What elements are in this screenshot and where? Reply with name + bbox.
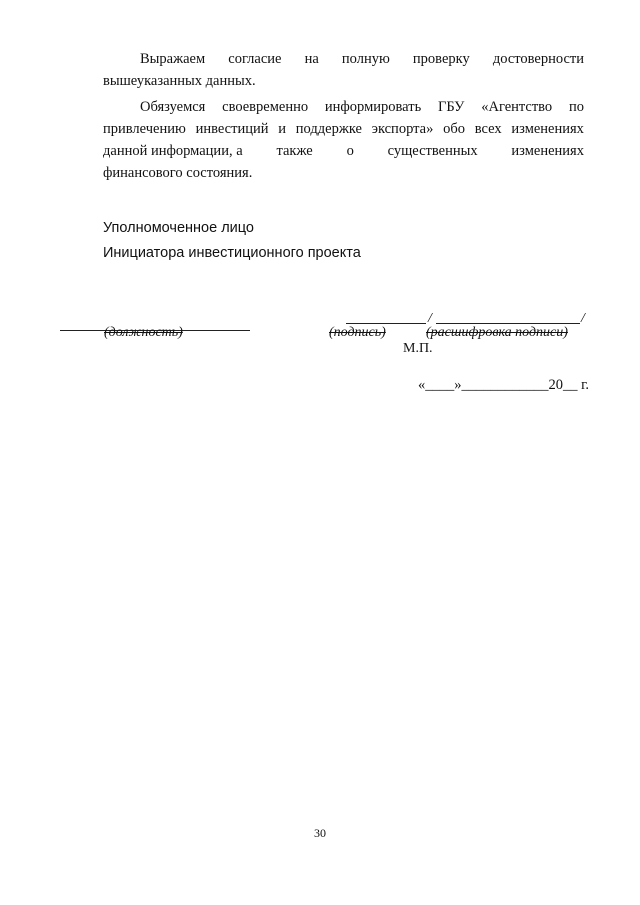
word: полную [341, 51, 390, 67]
word: на [304, 51, 319, 67]
word: данной информации, а [103, 143, 243, 159]
signature-line [346, 323, 426, 324]
decoding-caption: (расшифровка подписи) [426, 325, 568, 340]
word: согласие [228, 51, 282, 67]
stamp-placeholder: М.П. [403, 341, 433, 356]
initiator-label: Инициатора инвестиционного проекта [103, 245, 361, 261]
signature-separator: / [428, 311, 432, 326]
word: проверку [412, 51, 470, 67]
word: существенных [387, 143, 478, 159]
paragraph-line [103, 48, 584, 70]
obligation-paragraph [103, 96, 584, 184]
word: достоверности [492, 51, 584, 67]
consent-paragraph [103, 48, 584, 92]
word: ГБУ [437, 99, 465, 115]
position-caption: (должность) [104, 325, 183, 340]
word: Выражаем [140, 51, 206, 67]
paragraph-line [103, 96, 584, 118]
word: информировать [324, 99, 422, 115]
word: всех [474, 121, 502, 137]
decoding-line [436, 323, 580, 324]
word: изменениях [511, 121, 584, 137]
paragraph-line [103, 118, 584, 140]
page-number: 30 [314, 826, 326, 840]
date-line: «____»____________20__ г. [418, 377, 590, 393]
paragraph-line: финансового состояния. [103, 165, 253, 181]
word: и [278, 121, 287, 137]
word: Обязуемся [140, 99, 206, 115]
word: инвестиций [195, 121, 269, 137]
paragraph-line: вышеуказанных данных. [103, 73, 256, 89]
signature-caption: (подпись) [329, 325, 386, 340]
paragraph-line [103, 140, 584, 162]
authorized-person-label: Уполномоченное лицо [103, 220, 254, 236]
word: обо [443, 121, 465, 137]
word: экспорта» [371, 121, 434, 137]
word: поддержке [295, 121, 362, 137]
word: о [346, 143, 354, 159]
word: своевременно [222, 99, 309, 115]
word: по [568, 99, 584, 115]
word: привлечению [103, 121, 186, 137]
word: изменениях [511, 143, 584, 159]
word: «Агентство [481, 99, 553, 115]
word: также [276, 143, 313, 159]
decoding-end-separator: / [581, 311, 585, 326]
